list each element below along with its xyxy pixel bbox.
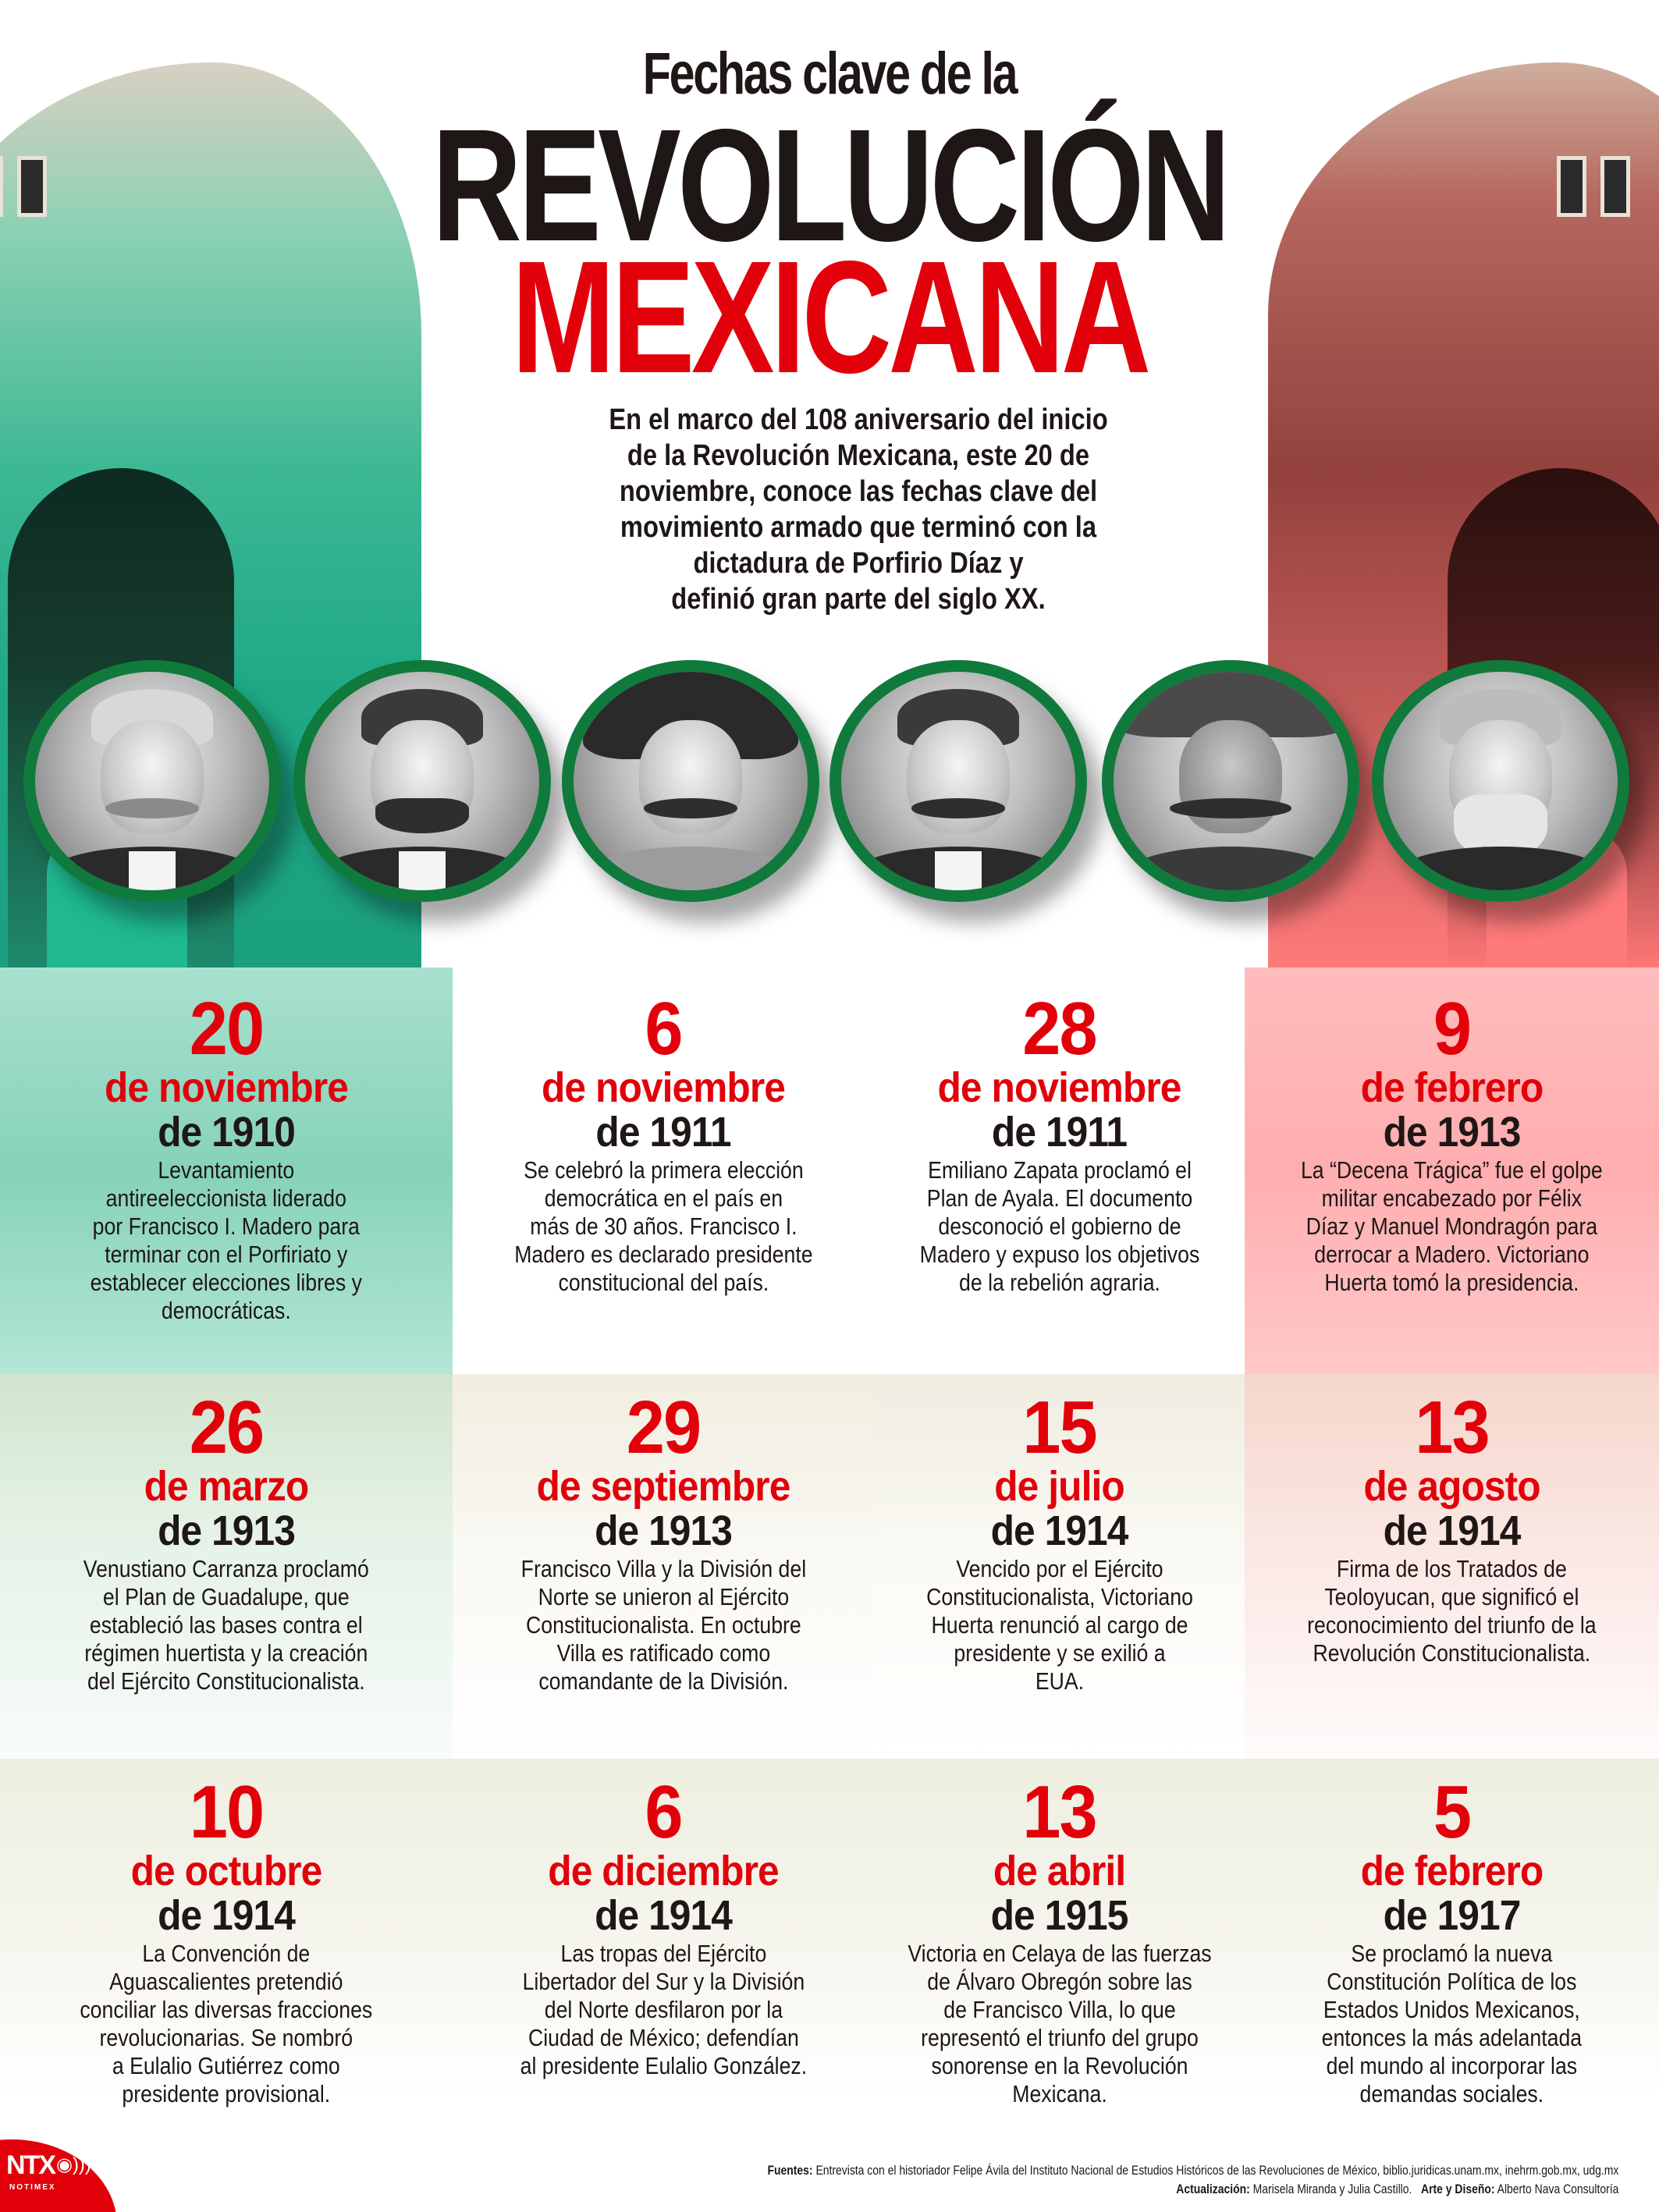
suit (1395, 847, 1606, 902)
event-description (881, 1156, 1238, 1297)
event-month: de agosto (1363, 1463, 1540, 1510)
event-card (1245, 1374, 1659, 1759)
event-description (1252, 1555, 1651, 1667)
signal-waves-icon: ◉))) (56, 2154, 91, 2175)
portrait-photo-6 (1372, 660, 1629, 902)
mustache (911, 798, 1005, 818)
event-day: 20 (189, 987, 264, 1070)
portrait-photo-1 (23, 660, 281, 902)
event-year: de 1911 (595, 1109, 731, 1156)
event-month: de diciembre (548, 1848, 779, 1894)
mustache (1170, 798, 1291, 818)
suit (1125, 847, 1336, 902)
event-description (881, 1940, 1238, 2108)
event-card (453, 1374, 874, 1759)
desc-line: reconocimiento del triunfo de la (1307, 1611, 1597, 1639)
desc-line: del Ejército Constitucionalista. (87, 1667, 365, 1695)
desc-line: presidente provisional. (122, 2080, 331, 2107)
desc-line: terminar con el Porfiriato y (105, 1241, 348, 1268)
desc-line: Constitucionalista, Victoriano (925, 1583, 1193, 1610)
intro-line: noviembre, conoce las fechas clave del (619, 475, 1098, 508)
event-card (0, 1374, 453, 1759)
event-day: 10 (189, 1770, 264, 1854)
portrait-row (0, 655, 1659, 968)
intro-line: dictadura de Porfirio Díaz y (693, 547, 1024, 580)
desc-line: Plan de Ayala. El documento (926, 1184, 1192, 1212)
event-year: de 1913 (1383, 1109, 1521, 1156)
portrait-photo-4 (830, 660, 1087, 902)
intro-line: movimiento armado que terminó con la (620, 511, 1097, 544)
event-description (460, 1555, 866, 1695)
event-description (460, 1940, 866, 2080)
desc-line: el Plan de Guadalupe, que (103, 1583, 350, 1610)
footer (0, 2133, 1659, 2212)
event-day: 26 (189, 1386, 264, 1469)
event-day: 9 (1433, 987, 1471, 1070)
event-description (9, 1555, 445, 1695)
credits (767, 2161, 1618, 2199)
sources-label: Fuentes: (767, 2163, 813, 2178)
desc-line: estableció las bases contra el (90, 1611, 363, 1639)
desc-line: democráticas. (162, 1297, 291, 1324)
desc-line: comandante de la División. (538, 1667, 789, 1695)
desc-line: democrática en el país en (544, 1184, 783, 1212)
desc-line: al presidente Eulalio González. (520, 2052, 807, 2079)
event-year: de 1914 (990, 1507, 1128, 1554)
collar (399, 851, 446, 890)
desc-line: sonorense en la Revolución (930, 2052, 1188, 2079)
event-month: de julio (994, 1463, 1124, 1510)
desc-line: Villa es ratificado como (556, 1639, 770, 1667)
desc-line: Constitucionalista. En octubre (525, 1611, 801, 1639)
update-text: Marisela Miranda y Julia Castillo. (1252, 2182, 1412, 2196)
desc-line: Teoloyucan, que significó el (1324, 1583, 1579, 1610)
desc-line: Se proclamó la nueva (1351, 1940, 1553, 1967)
desc-line: Venustiano Carranza proclamó (83, 1555, 370, 1582)
event-day: 28 (1022, 987, 1096, 1070)
desc-line: representó el triunfo del grupo (920, 2024, 1199, 2051)
uniform (585, 847, 796, 902)
desc-line: derrocar a Madero. Victoriano (1314, 1241, 1590, 1268)
event-year: de 1914 (1383, 1507, 1521, 1554)
desc-line: Victoria en Celaya de las fuerzas (907, 1940, 1212, 1967)
event-card (453, 1759, 874, 2133)
desc-line: militar encabezado por Félix (1321, 1184, 1583, 1212)
event-month: de noviembre (542, 1064, 785, 1111)
desc-line: revolucionarias. Se nombró (99, 2024, 353, 2051)
desc-line: Ciudad de México; defendían (528, 2024, 799, 2051)
desc-line: Emiliano Zapata proclamó el (927, 1156, 1192, 1184)
event-year: de 1914 (158, 1892, 295, 1939)
design-label: Arte y Diseño: (1420, 2182, 1495, 2196)
event-year: de 1913 (595, 1507, 732, 1554)
event-card (1245, 1759, 1659, 2133)
desc-line: Libertador del Sur y la División (522, 1968, 805, 1995)
event-description (1252, 1940, 1651, 2108)
portrait-photo-5 (1102, 660, 1359, 902)
desc-line: Estados Unidos Mexicanos, (1323, 1996, 1580, 2023)
desc-line: por Francisco I. Madero para (92, 1213, 361, 1240)
desc-line: más de 30 años. Francisco I. (529, 1213, 798, 1240)
credits-line (767, 2180, 1618, 2199)
desc-line: establecer elecciones libres y (90, 1269, 363, 1296)
mustache (644, 798, 737, 818)
event-month: de octubre (130, 1848, 322, 1894)
desc-line: Las tropas del Ejército (560, 1940, 766, 1967)
desc-line: La “Decena Trágica” fue el golpe (1301, 1156, 1603, 1184)
event-card (0, 1759, 453, 2133)
logo-notimex-text: NOTIMEX (9, 2183, 56, 2192)
intro-line: definió gran parte del siglo XX. (671, 583, 1046, 616)
event-card (874, 968, 1245, 1374)
desc-line: Vencido por el Ejército (955, 1555, 1163, 1582)
desc-line: Levantamiento (158, 1156, 295, 1184)
collar (129, 851, 176, 890)
desc-line: del Norte desfilaron por la (544, 1996, 783, 2023)
timeline-row-2 (0, 1374, 1659, 1759)
desc-line: de la rebelión agraria. (958, 1269, 1160, 1296)
event-year: de 1917 (1383, 1892, 1521, 1939)
event-description (9, 1156, 445, 1325)
desc-line: régimen huertista y la creación (84, 1639, 368, 1667)
event-month: de abril (993, 1848, 1126, 1894)
desc-line: Madero es declarado presidente (513, 1241, 813, 1268)
event-month: de febrero (1360, 1848, 1544, 1894)
event-card (0, 968, 453, 1374)
event-year: de 1914 (595, 1892, 732, 1939)
desc-line: de Francisco Villa, lo que (943, 1996, 1176, 2023)
title-mexicana: MEXICANA (511, 228, 1148, 407)
desc-line: del mundo al incorporar las (1326, 2052, 1578, 2079)
desc-line: Firma de los Tratados de (1337, 1555, 1567, 1582)
desc-line: desconoció el gobierno de (937, 1213, 1181, 1240)
event-card (874, 1374, 1245, 1759)
intro-paragraph (590, 402, 1127, 617)
event-day: 13 (1022, 1770, 1096, 1854)
sources-line (767, 2161, 1618, 2180)
event-day: 6 (645, 1770, 682, 1854)
intro-line: En el marco del 108 aniversario del inicio (609, 403, 1108, 436)
desc-line: Madero y expuso los objetivos (919, 1241, 1199, 1268)
event-month: de febrero (1360, 1064, 1544, 1111)
design-text: Alberto Nava Consultoría (1497, 2182, 1618, 2196)
desc-line: antireeleccionista liderado (105, 1184, 347, 1212)
desc-line: Mexicana. (1011, 2080, 1107, 2107)
desc-line: demandas sociales. (1359, 2080, 1544, 2107)
desc-line: Huerta renunció al cargo de (930, 1611, 1188, 1639)
event-month: de marzo (144, 1463, 309, 1510)
title-revolucion: REVOLUCIÓN (432, 96, 1227, 275)
desc-line: Constitución Política de los (1327, 1968, 1577, 1995)
event-year: de 1911 (991, 1109, 1128, 1156)
desc-line: Revolución Constitucionalista. (1313, 1639, 1591, 1667)
event-description (881, 1555, 1238, 1695)
desc-line: entonces la más adelantada (1321, 2024, 1583, 2051)
desc-line: de Álvaro Obregón sobre las (926, 1968, 1192, 1995)
event-day: 6 (645, 987, 682, 1070)
event-day: 13 (1415, 1386, 1489, 1469)
desc-line: conciliar las diversas fracciones (80, 1996, 373, 2023)
event-card (453, 968, 874, 1374)
event-year: de 1913 (158, 1507, 295, 1554)
desc-line: Se celebró la primera elección (523, 1156, 804, 1184)
event-month: de noviembre (105, 1064, 348, 1111)
portrait-photo-3 (562, 660, 819, 902)
collar (935, 851, 982, 890)
title-subheading: Fechas clave de la (642, 41, 1017, 107)
event-year: de 1915 (990, 1892, 1128, 1939)
desc-line: constitucional del país. (558, 1269, 769, 1296)
notimex-logo (0, 2133, 117, 2212)
desc-line: presidente y se exilió a (953, 1639, 1166, 1667)
desc-line: Huerta tomó la presidencia. (1324, 1269, 1579, 1296)
desc-line: a Eulalio Gutiérrez como (112, 2052, 340, 2079)
title-block (0, 31, 1659, 407)
desc-line: Norte se unieron al Ejército (538, 1583, 789, 1610)
event-month: de septiembre (536, 1463, 790, 1510)
intro-line: de la Revolución Mexicana, este 20 de (627, 439, 1090, 472)
desc-line: Francisco Villa y la División del (520, 1555, 806, 1582)
sources-text: Entrevista con el historiador Felipe Ávila del Instituto Nacional de Estudios Históricos de las Revoluciones de México, biblio.juridicas.unam.mx, inehrm.gob.mx, udg.mx (815, 2163, 1618, 2178)
event-description (460, 1156, 866, 1297)
event-day: 15 (1022, 1386, 1096, 1469)
event-description (9, 1940, 445, 2108)
beard (375, 798, 469, 833)
timeline-grid (0, 968, 1659, 2133)
desc-line: EUA. (1035, 1667, 1084, 1695)
desc-line: Díaz y Manuel Mondragón para (1306, 1213, 1598, 1240)
event-description (1252, 1156, 1651, 1297)
event-day: 29 (626, 1386, 701, 1469)
desc-line: La Convención de (142, 1940, 311, 1967)
event-month: de noviembre (937, 1064, 1181, 1111)
event-day: 5 (1433, 1770, 1471, 1854)
event-card (874, 1759, 1245, 2133)
timeline-row-1 (0, 968, 1659, 1374)
update-label: Actualización: (1175, 2182, 1250, 2196)
timeline-row-3 (0, 1759, 1659, 2133)
logo-ntx-text: NTX (6, 2150, 55, 2180)
portrait-photo-2 (293, 660, 551, 902)
event-card (1245, 968, 1659, 1374)
desc-line: Aguascalientes pretendió (109, 1968, 343, 1995)
event-year: de 1910 (158, 1109, 295, 1156)
mustache (105, 798, 199, 818)
